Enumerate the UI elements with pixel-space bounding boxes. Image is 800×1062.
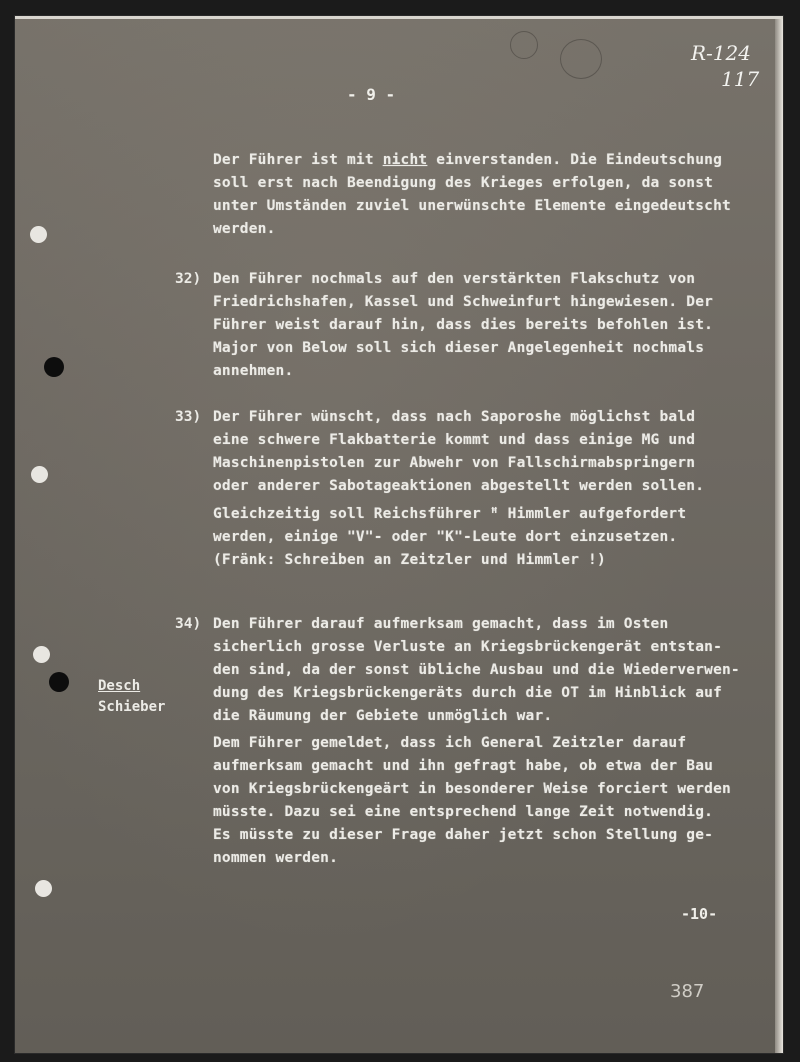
intro-text-a: Der Führer ist [213,152,347,168]
archive-reference-number: 117 [721,67,760,91]
punch-hole [49,672,69,692]
punch-hole [31,466,48,483]
punch-hole [35,880,52,897]
item-34-text-continued: Dem Führer gemeldet, dass ich General Zeitzler darauf aufmerksam gemacht und ihn gefragt habe, ob etwa der Bau von Kriegsbrückengeärt in besonderer Weise forciert werden müsste. Dazu sei eine entsprechend lange Zeit notwendig. Es müsste zu dieser Frage daher jetzt schon Stellung ge- nommen werden. [213,735,731,866]
intro-text-emphasis: nicht [382,152,428,168]
item-33-text: Der Führer wünscht, dass nach Saporoshe möglichst bald eine schwere Flakbatterie kommt und dass einige MG und Maschinenpistolen zur Abwehr von Fallschirmabspringern oder anderer Sabotageaktionen abgestellt werden sollen. [213,409,705,494]
item-number-33: 33) [175,409,202,425]
stamped-page-number: 387 [670,981,705,1002]
intro-paragraph [213,149,722,172]
punch-hole [44,357,64,377]
item-33-text-continued: Gleichzeitig soll Reichsführer ꟸ Himmler aufgefordert werden, einige "V"- oder "K"-Leute dort einzusetzen. (Fränk: Schreiben an Zeitzler und Himmler !) [213,506,687,568]
punch-hole [33,646,50,663]
intro-paragraph-rest: soll erst nach Beendigung des Krieges erfolgen, da sonst unter Umständen zuviel unerwünschte Elemente eingedeutscht werden. [213,175,731,237]
intro-text-b: mit [346,152,383,168]
margin-note-name: Desch [98,678,141,694]
item-number-32: 32) [175,271,202,287]
paper-stain [560,39,602,79]
page-number: - 9 - [347,85,396,104]
next-page-marker: -10- [681,905,718,923]
intro-text-d: einverstanden. Die Eindeutschung [427,152,723,168]
archive-reference: R-124 [691,41,751,65]
document-page [15,16,783,1053]
page-edge [775,19,783,1053]
item-32-text: Den Führer nochmals auf den verstärkten Flakschutz von Friedrichshafen, Kassel und Schweinfurt hingewiesen. Der Führer weist darauf hin, dass dies bereits befohlen ist. Major von Below soll sich dieser Angelegenheit nochmals annehmen. [213,271,714,379]
item-number-34: 34) [175,616,202,632]
margin-note-name-2: Schieber [98,699,166,715]
item-34-text: Den Führer darauf aufmerksam gemacht, dass im Osten sicherlich grosse Verluste an Kriegsbrückengerät entstan- den sind, da der sonst übliche Ausbau und die Wiederverwen- dung des Kriegsbrückengeräts durch die OT im Hinblick auf die Räumung der Gebiete unmöglich war. [213,616,740,724]
punch-hole [30,226,47,243]
paper-stain [510,31,538,59]
